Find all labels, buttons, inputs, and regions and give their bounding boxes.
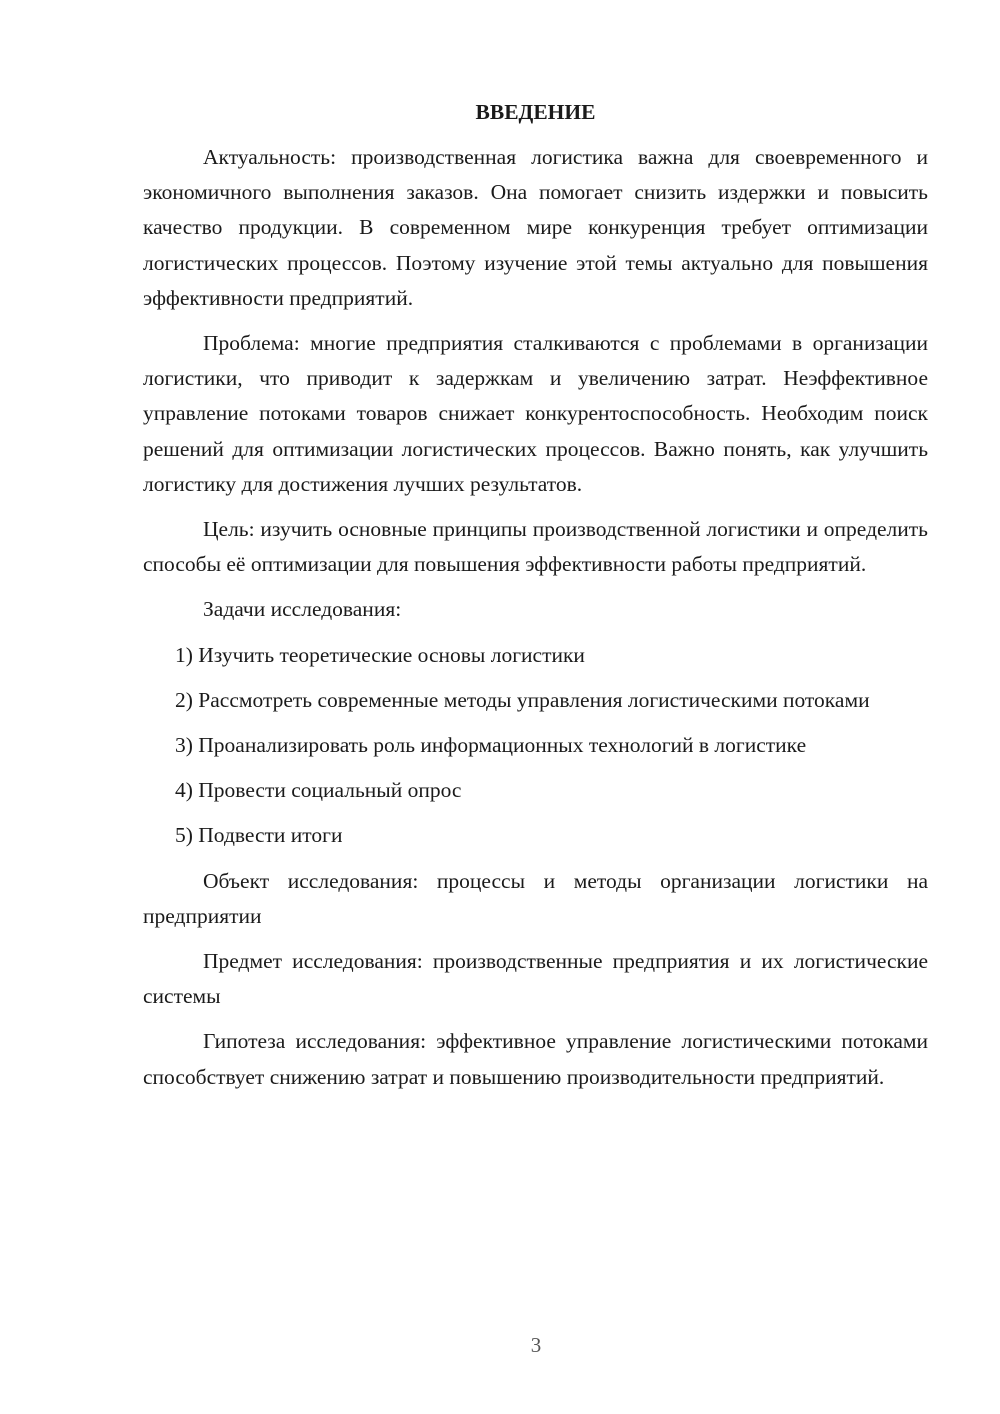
task-item-4: 4) Провести социальный опрос [175,778,462,803]
document-page [143,95,928,1105]
relevance-paragraph: Актуальность: производственная логистика важна для своевременного и экономичного выполнения заказов. Она помогает снизить издержки и повысить качество продукции. В современном мире конкуренция требует оптимизации логистических процессов. Поэтому изучение этой темы актуально для повышения эффективности предприятий. [143,145,928,310]
page-number: 3 [530,1333,542,1357]
goal-paragraph: Цель: изучить основные принципы производственной логистики и определить способы её оптимизации для повышения эффективности работы предприятий. [143,517,928,577]
task-item-1: 1) Изучить теоретические основы логистики [175,642,585,667]
problem-paragraph: Проблема: многие предприятия сталкиваются с проблемами в организации логистики, что приводит к задержкам и увеличению затрат. Неэффективное управление потоками товаров снижает конкурентоспособность. Необходим поиск решений для оптимизации логистических процессов. Важно понять, как улучшить логистику для достижения лучших результатов. [143,331,928,496]
task-item-2: 2) Рассмотреть современные методы управления логистическими потоками [175,687,870,712]
task-item-5: 5) Подвести итоги [175,823,343,848]
section-title: ВВЕДЕНИЕ [475,100,596,124]
task-item-3: 3) Проанализировать роль информационных технологий в логистике [175,733,807,758]
tasks-heading: Задачи исследования: [203,597,402,622]
object-paragraph: Объект исследования: процессы и методы организации логистики на предприятии [143,868,928,928]
subject-paragraph: Предмет исследования: производственные предприятия и их логистические системы [143,949,928,1009]
hypothesis-paragraph: Гипотеза исследования: эффективное управление логистическими потоками способствует снижению затрат и повышению производительности предприятий. [143,1029,928,1089]
